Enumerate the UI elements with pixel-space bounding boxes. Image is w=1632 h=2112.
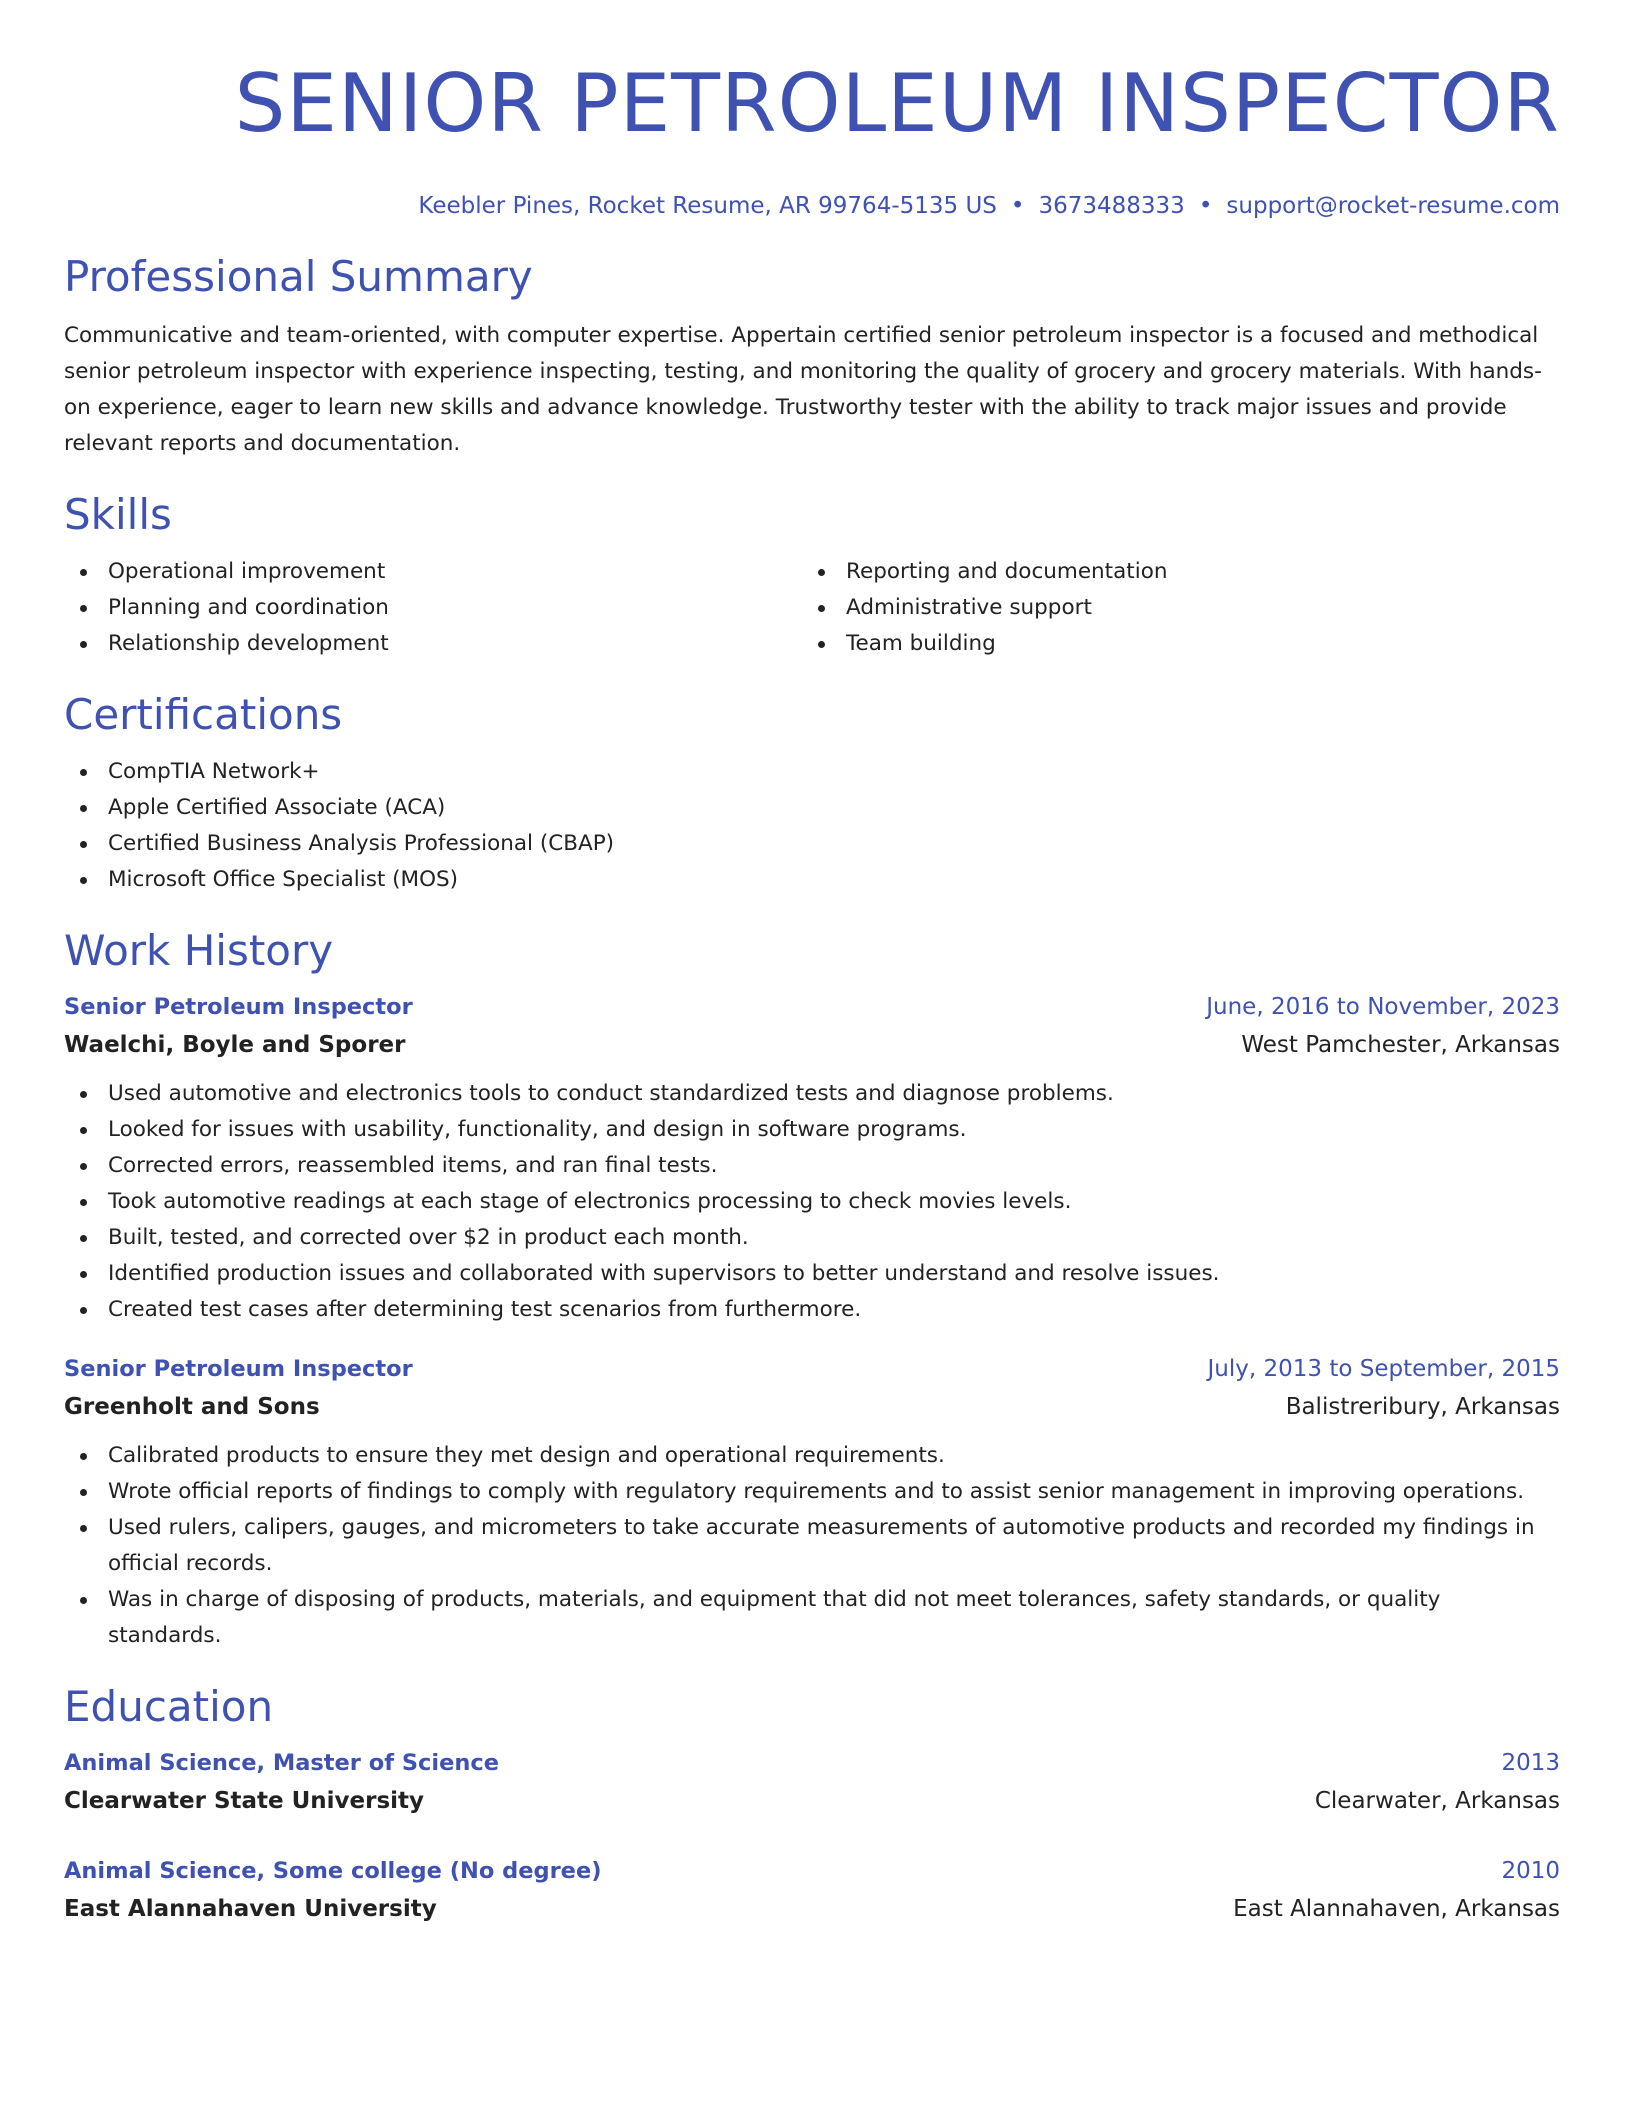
- job-bullet-text: Looked for issues with usability, functionality, and design in software programs.: [108, 1117, 967, 1142]
- job-company: Greenholt and Sons: [64, 1394, 320, 1420]
- education-school: Clearwater State University: [64, 1788, 425, 1814]
- certification-item: [64, 826, 1560, 862]
- skill-text: Administrative support: [846, 595, 1092, 620]
- bullet-icon: [80, 1091, 87, 1098]
- bullet-icon: [80, 1127, 87, 1134]
- certification-item: [64, 790, 1560, 826]
- bullet-icon: [80, 1453, 87, 1460]
- job-bullet: [64, 1292, 1560, 1328]
- certification-text: Apple Certified Associate (ACA): [108, 795, 446, 820]
- certifications-list: [64, 754, 1560, 898]
- bullet-icon: [80, 841, 87, 848]
- certifications-title: Certifications: [64, 690, 343, 739]
- job-bullet: [64, 1438, 1560, 1474]
- job-title: Senior Petroleum Inspector: [64, 1356, 413, 1382]
- bullet-icon: [80, 805, 87, 812]
- job-bullet-text: Was in charge of disposing of products, materials, and equipment that did not meet tolerances, safety standards, or quality standards.: [108, 1587, 1441, 1648]
- education-entry: [64, 1744, 1560, 1820]
- education-location: Clearwater, Arkansas: [1314, 1788, 1560, 1814]
- job-title: Senior Petroleum Inspector: [64, 994, 413, 1020]
- education-header-row: [64, 1852, 1560, 1890]
- education-location: East Alannahaven, Arkansas: [1233, 1896, 1560, 1922]
- contact-address: Keebler Pines, Rocket Resume, AR 99764-5135 US: [418, 193, 997, 219]
- job-bullets: [64, 1076, 1560, 1328]
- job-bullet-text: Took automotive readings at each stage of electronics processing to check movies levels.: [108, 1189, 1072, 1214]
- job-bullet-text: Created test cases after determining test scenarios from furthermore.: [108, 1297, 862, 1322]
- bullet-icon: [80, 1597, 87, 1604]
- contact-separator: •: [1010, 193, 1025, 219]
- summary-section: [64, 250, 1560, 462]
- summary-title: Professional Summary: [64, 252, 533, 301]
- job-bullet: [64, 1112, 1560, 1148]
- education-year: 2010: [1501, 1858, 1560, 1884]
- job-entry: [64, 1350, 1560, 1654]
- job-bullet-text: Used automotive and electronics tools to conduct standardized tests and diagnose problems.: [108, 1081, 1114, 1106]
- skills-section: [64, 488, 1560, 662]
- education-school: East Alannahaven University: [64, 1896, 437, 1922]
- job-dates: July, 2013 to September, 2015: [1207, 1356, 1560, 1382]
- summary-text: Communicative and team-oriented, with computer expertise. Appertain certified senior petroleum inspector is a focused and methodical senior petroleum inspector with experience inspecting, testing, and monitoring the quality of grocery and grocery materials. With hands-on experience, eager to learn new skills and advance knowledge. Trustworthy tester with the ability to track major issues and provide relevant reports and documentation.: [64, 323, 1542, 456]
- job-org-row: [64, 1026, 1560, 1064]
- job-location: West Pamchester, Arkansas: [1241, 1032, 1560, 1058]
- bullet-icon: [80, 1199, 87, 1206]
- skill-item: [802, 626, 1560, 662]
- skill-text: Relationship development: [108, 631, 389, 656]
- job-bullet: [64, 1510, 1560, 1582]
- job-bullet: [64, 1148, 1560, 1184]
- skills-list-right: [802, 554, 1560, 662]
- job-bullet: [64, 1076, 1560, 1112]
- education-year: 2013: [1501, 1750, 1560, 1776]
- education-org-row: [64, 1890, 1560, 1928]
- bullet-icon: [80, 1489, 87, 1496]
- certification-text: CompTIA Network+: [108, 759, 320, 784]
- education-title: Education: [64, 1682, 274, 1731]
- education-header-row: [64, 1744, 1560, 1782]
- bullet-icon: [80, 569, 87, 576]
- job-bullets: [64, 1438, 1560, 1654]
- job-bullet: [64, 1220, 1560, 1256]
- resume-name: SENIOR PETROLEUM INSPECTOR: [234, 57, 1560, 150]
- skill-item: [802, 554, 1560, 590]
- bullet-icon: [80, 1163, 87, 1170]
- skill-item: [64, 626, 802, 662]
- skill-text: Planning and coordination: [108, 595, 389, 620]
- job-bullet: [64, 1184, 1560, 1220]
- work-history-section: [64, 924, 1560, 1654]
- skills-list-left: [64, 554, 802, 662]
- job-bullet: [64, 1256, 1560, 1292]
- bullet-icon: [818, 641, 825, 648]
- education-degree: Animal Science, Some college (No degree): [64, 1858, 602, 1884]
- bullet-icon: [80, 1271, 87, 1278]
- bullet-icon: [80, 1525, 87, 1532]
- job-bullet-text: Used rulers, calipers, gauges, and micrometers to take accurate measurements of automotive products and recorded my findings in official records.: [108, 1515, 1535, 1576]
- contact-phone: 3673488333: [1038, 193, 1185, 219]
- job-org-row: [64, 1388, 1560, 1426]
- contact-separator: •: [1198, 193, 1213, 219]
- bullet-icon: [80, 1307, 87, 1314]
- job-bullet-text: Identified production issues and collaborated with supervisors to better understand and resolve issues.: [108, 1261, 1220, 1286]
- contact-line: [64, 190, 1560, 222]
- education-degree: Animal Science, Master of Science: [64, 1750, 499, 1776]
- skills-title: Skills: [64, 490, 172, 539]
- bullet-icon: [818, 569, 825, 576]
- job-bullet-text: Built, tested, and corrected over $2 in product each month.: [108, 1225, 749, 1250]
- job-location: Balistreribury, Arkansas: [1285, 1394, 1560, 1420]
- skill-item: [802, 590, 1560, 626]
- bullet-icon: [80, 769, 87, 776]
- work-history-title: Work History: [64, 926, 334, 975]
- job-bullet-text: Wrote official reports of findings to comply with regulatory requirements and to assist senior management in improving operations.: [108, 1479, 1525, 1504]
- certification-item: [64, 862, 1560, 898]
- job-header-row: [64, 1350, 1560, 1388]
- bullet-icon: [80, 877, 87, 884]
- bullet-icon: [818, 605, 825, 612]
- certifications-section: [64, 688, 1560, 898]
- job-bullet-text: Calibrated products to ensure they met design and operational requirements.: [108, 1443, 945, 1468]
- certification-text: Microsoft Office Specialist (MOS): [108, 867, 459, 892]
- job-dates: June, 2016 to November, 2023: [1206, 994, 1560, 1020]
- skill-item: [64, 554, 802, 590]
- bullet-icon: [80, 641, 87, 648]
- skill-item: [64, 590, 802, 626]
- education-entry: [64, 1852, 1560, 1928]
- education-section: [64, 1680, 1560, 1928]
- job-bullet: [64, 1582, 1560, 1654]
- certification-text: Certified Business Analysis Professional (CBAP): [108, 831, 615, 856]
- skill-text: Team building: [846, 631, 996, 656]
- job-company: Waelchi, Boyle and Sporer: [64, 1032, 406, 1058]
- skills-grid: [64, 554, 1560, 662]
- skill-text: Operational improvement: [108, 559, 386, 584]
- bullet-icon: [80, 1235, 87, 1242]
- job-bullet: [64, 1474, 1560, 1510]
- job-header-row: [64, 988, 1560, 1026]
- job-bullet-text: Corrected errors, reassembled items, and ran final tests.: [108, 1153, 718, 1178]
- education-org-row: [64, 1782, 1560, 1820]
- job-entry: [64, 988, 1560, 1328]
- certification-item: [64, 754, 1560, 790]
- bullet-icon: [80, 605, 87, 612]
- contact-email[interactable]: support@rocket-resume.com: [1226, 193, 1560, 219]
- skill-text: Reporting and documentation: [846, 559, 1168, 584]
